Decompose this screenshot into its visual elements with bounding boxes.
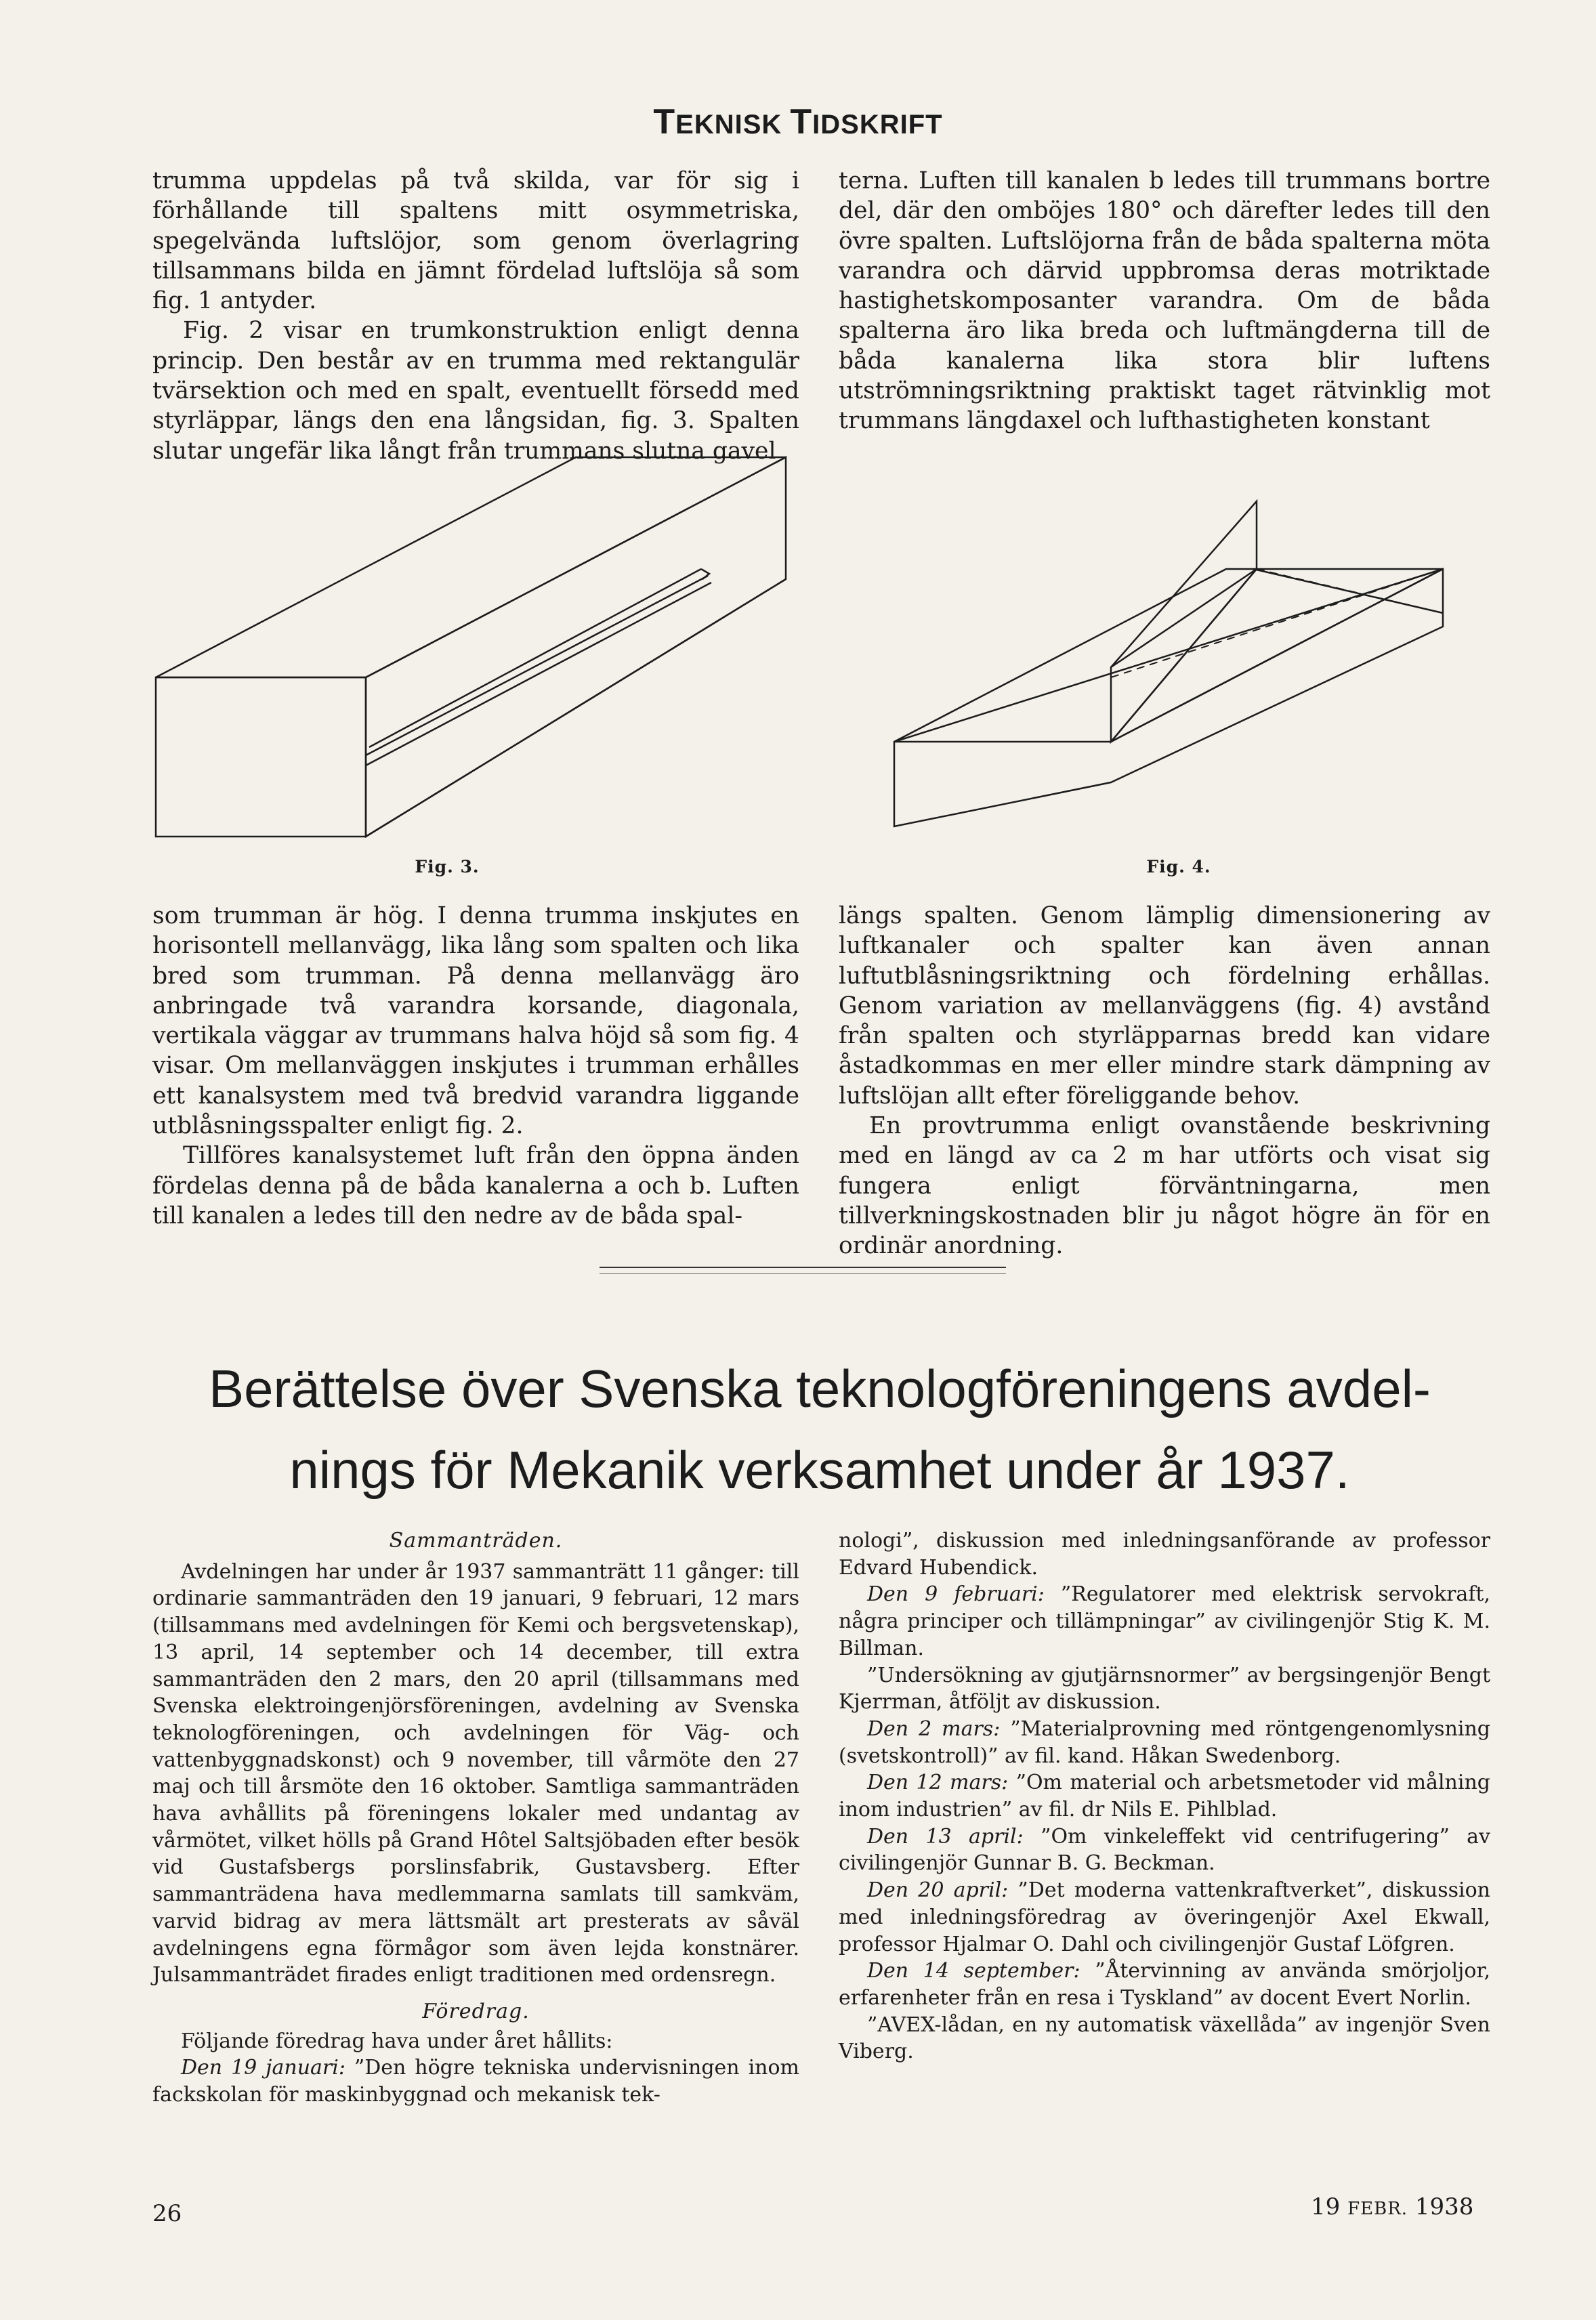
lecture-text: ”AVEX-lådan, en ny automatisk växellåda” av ingenjör Sven Viberg. — [839, 2012, 1490, 2064]
figure-4-wall-drawing — [887, 494, 1450, 833]
journal-title-part-2: IDSKRIFT — [812, 110, 943, 140]
lecture-text: ”Det moderna vattenkraftverket”, diskussion med inledningsföredrag av överingenjör Axel Ekwall, professor Hjalmar O. Dahl och civilingenjör Gustaf Löfgren. — [839, 1878, 1490, 1956]
lecture-date: Den 19 januari: — [181, 2056, 345, 2080]
paragraph: som trumman är hög. I denna trumma inskjutes en horisontell mellanvägg, lika lång som spalten och lika bred som trumman. På denna mellanvägg äro anbringade två varandra korsande, diagonala, vertikala väggar av trummans halva höjd så som fig. 4 visar. Om mellanväggen inskjutes i trumman erhålles ett kanalsystem med två bredvid varandra liggande utblåsningsspalter enligt fig. 2. — [152, 902, 799, 1140]
journal-title-initial-2: T — [790, 102, 813, 142]
page-number: 26 — [152, 2200, 182, 2227]
lecture-text: ”Undersökning av gjutjärnsnormer” av bergsingenjör Bengt Kjerrman, åtföljt av diskussion. — [839, 1663, 1490, 1714]
lecture-entry — [839, 1581, 1490, 1662]
section-heading-sammantraden: Sammanträden. — [389, 1529, 563, 1553]
paragraph: Tillföres kanalsystemet luft från den öppna änden fördelas denna på de båda kanalerna a och b. Luften till kanalen a ledes till den nedre av de båda spal- — [152, 1142, 799, 1229]
left-column-bottom — [152, 901, 799, 1231]
right-column-top — [839, 166, 1490, 436]
issue-date-year: 1938 — [1414, 2193, 1474, 2220]
paragraph: Fig. 2 visar en trumkonstruktion enligt denna princip. Den består av en trumma med rektangulär tvärsektion och med en spalt, eventuellt försedd med styrläppar, längs den ena långsidan, fig. 3. Spalten slutar ungefär lika långt från trummans slutna gavel — [152, 317, 799, 465]
lecture-entry — [839, 1662, 1490, 1716]
figure-3-trough-drawing — [152, 450, 803, 847]
lecture-date: Den 12 mars: — [867, 1771, 1009, 1795]
lecture-entry — [152, 2054, 799, 2108]
paragraph: Följande föredrag hava under året hållits: — [181, 2029, 613, 2053]
lecture-entry — [839, 1877, 1490, 1958]
headline-line-1: Berättelse över Svenska teknologföreningens avdel- — [209, 1359, 1431, 1418]
paragraph: terna. Luften till kanalen b ledes till trummans bortre del, där den omböjes 180° och därefter ledes till den övre spalten. Luftslöjorna från de båda spalterna möta varandra och därvid uppbromsa deras motriktade hastighetskomposanter varandra. Om de båda spalterna äro lika breda och luftmängderna till de båda kanalerna lika stora blir luftens utströmningsriktning praktiskt taget rätvinklig mot trummans längdaxel och lufthastigheten konstant — [839, 167, 1490, 435]
lecture-text: ”Om material och arbetsmetoder vid målning inom industrien” av fil. dr Nils E. Pihlblad. — [839, 1771, 1490, 1822]
lecture-date: Den 2 mars: — [867, 1716, 1001, 1741]
lecture-text: ”Den högre tekniska undervisningen inom fackskolan för maskinbyggnad och mekanisk tek- — [152, 2056, 799, 2107]
lecture-text: ”Om vinkeleffekt vid centrifugering” av civilingenjör Gunnar B. G. Beckman. — [839, 1824, 1490, 1876]
section-divider — [600, 1267, 1006, 1268]
figure-3-caption: Fig. 3. — [415, 857, 480, 877]
figure-4-caption: Fig. 4. — [1146, 857, 1211, 877]
paragraph: En provtrumma enligt ovanstående beskrivning med en längd av ca 2 m har utförts och visat sig fungera enligt förväntningarna, men tillverkningskostnaden blir ju något högre än för en ordinär anordning. — [839, 1112, 1490, 1260]
left-column-top — [152, 166, 799, 466]
lecture-date: Den 13 april: — [867, 1824, 1024, 1849]
report-left-column — [152, 1527, 799, 2109]
journal-title — [0, 102, 1596, 142]
lecture-entry — [839, 1823, 1490, 1877]
lecture-date: Den 20 april: — [867, 1878, 1009, 1903]
lecture-entry — [839, 1716, 1490, 1769]
lecture-date: Den 14 september: — [867, 1959, 1080, 1983]
lecture-text: nologi”, diskussion med inledningsanförande av professor Edvard Hubendick. — [839, 1529, 1490, 1580]
report-headline — [149, 1348, 1490, 1511]
paragraph: Avdelningen har under år 1937 sammanträtt 11 gånger: till ordinarie sammanträden den 19 januari, 9 februari, 12 mars (tillsammans med avdelningen för Kemi och bergsvetenskap), 13 april, 14 september och 14 december, till extra sammanträden den 2 mars, den 20 april (tillsammans med Svenska elektroingenjörsföreningen, avdelning av Svenska teknologföreningen, och avdelningen för Väg- och vattenbyggnadskonst) och 9 november, till vårmöte den 27 maj och till årsmöte den 16 oktober. Samtliga sammanträden hava avhållits på föreningens lokaler med undantag av vårmötet, vilket hölls på Grand Hôtel Saltsjöbaden efter besök vid Gustafsbergs porslinsfabrik, Gustavsberg. Efter sammanträdena hava medlemmarna samlats till samkväm, varvid bidrag av mera lättsmält art presterats av såväl avdelningens egna förmågor som även lejda konstnärer. Julsammanträdet firades enligt traditionen med ordensregn. — [152, 1559, 799, 1987]
lecture-entry — [839, 1958, 1490, 2011]
journal-title-initial-1: T — [653, 102, 676, 142]
headline-line-2: nings för Mekanik verksamhet under år 1937. — [289, 1440, 1350, 1500]
issue-date-month: FEBR. — [1347, 2199, 1408, 2219]
issue-date-day: 19 — [1311, 2193, 1341, 2220]
section-heading-foredrag: Föredrag. — [422, 1999, 530, 2023]
report-right-column — [839, 1527, 1490, 2065]
lecture-entry — [839, 1527, 1490, 1581]
lecture-entry — [839, 1769, 1490, 1823]
issue-date — [1311, 2193, 1473, 2220]
right-column-bottom — [839, 901, 1490, 1261]
lecture-text: ”Materialprovning med röntgengenomlysning (svetskontroll)” av fil. kand. Håkan Swedenborg. — [839, 1716, 1491, 1768]
journal-title-part-1: EKNISK — [675, 110, 782, 140]
paragraph: trumma uppdelas på två skilda, var för sig i förhållande till spaltens mitt osymmetriska, spegelvända luftslöjor, som genom överlagring tillsammans bilda en jämnt fördelad luftslöja så som fig. 1 antyder. — [152, 167, 799, 315]
lecture-text: ”Återvinning av använda smörjoljor, erfarenheter från en resa i Tyskland” av docent Evert Norlin. — [839, 1959, 1490, 2010]
paragraph: längs spalten. Genom lämplig dimensionering av luftkanaler och spalter kan även annan luftutblåsningsriktning och fördelning erhållas. Genom variation av mellanväggens (fig. 4) avstånd från spalten och styrläpparnas bredd kan vidare åstadkommas en mer eller mindre stark dämpning av luftslöjan allt efter föreliggande behov. — [839, 902, 1490, 1110]
section-divider-thin — [600, 1273, 1006, 1274]
lecture-text: ”Regulatorer med elektrisk servokraft, några principer och tillämpningar” av civilingenjör Stig K. M. Billman. — [839, 1582, 1490, 1660]
lecture-entry — [839, 2012, 1490, 2065]
lecture-date: Den 9 februari: — [867, 1582, 1045, 1607]
